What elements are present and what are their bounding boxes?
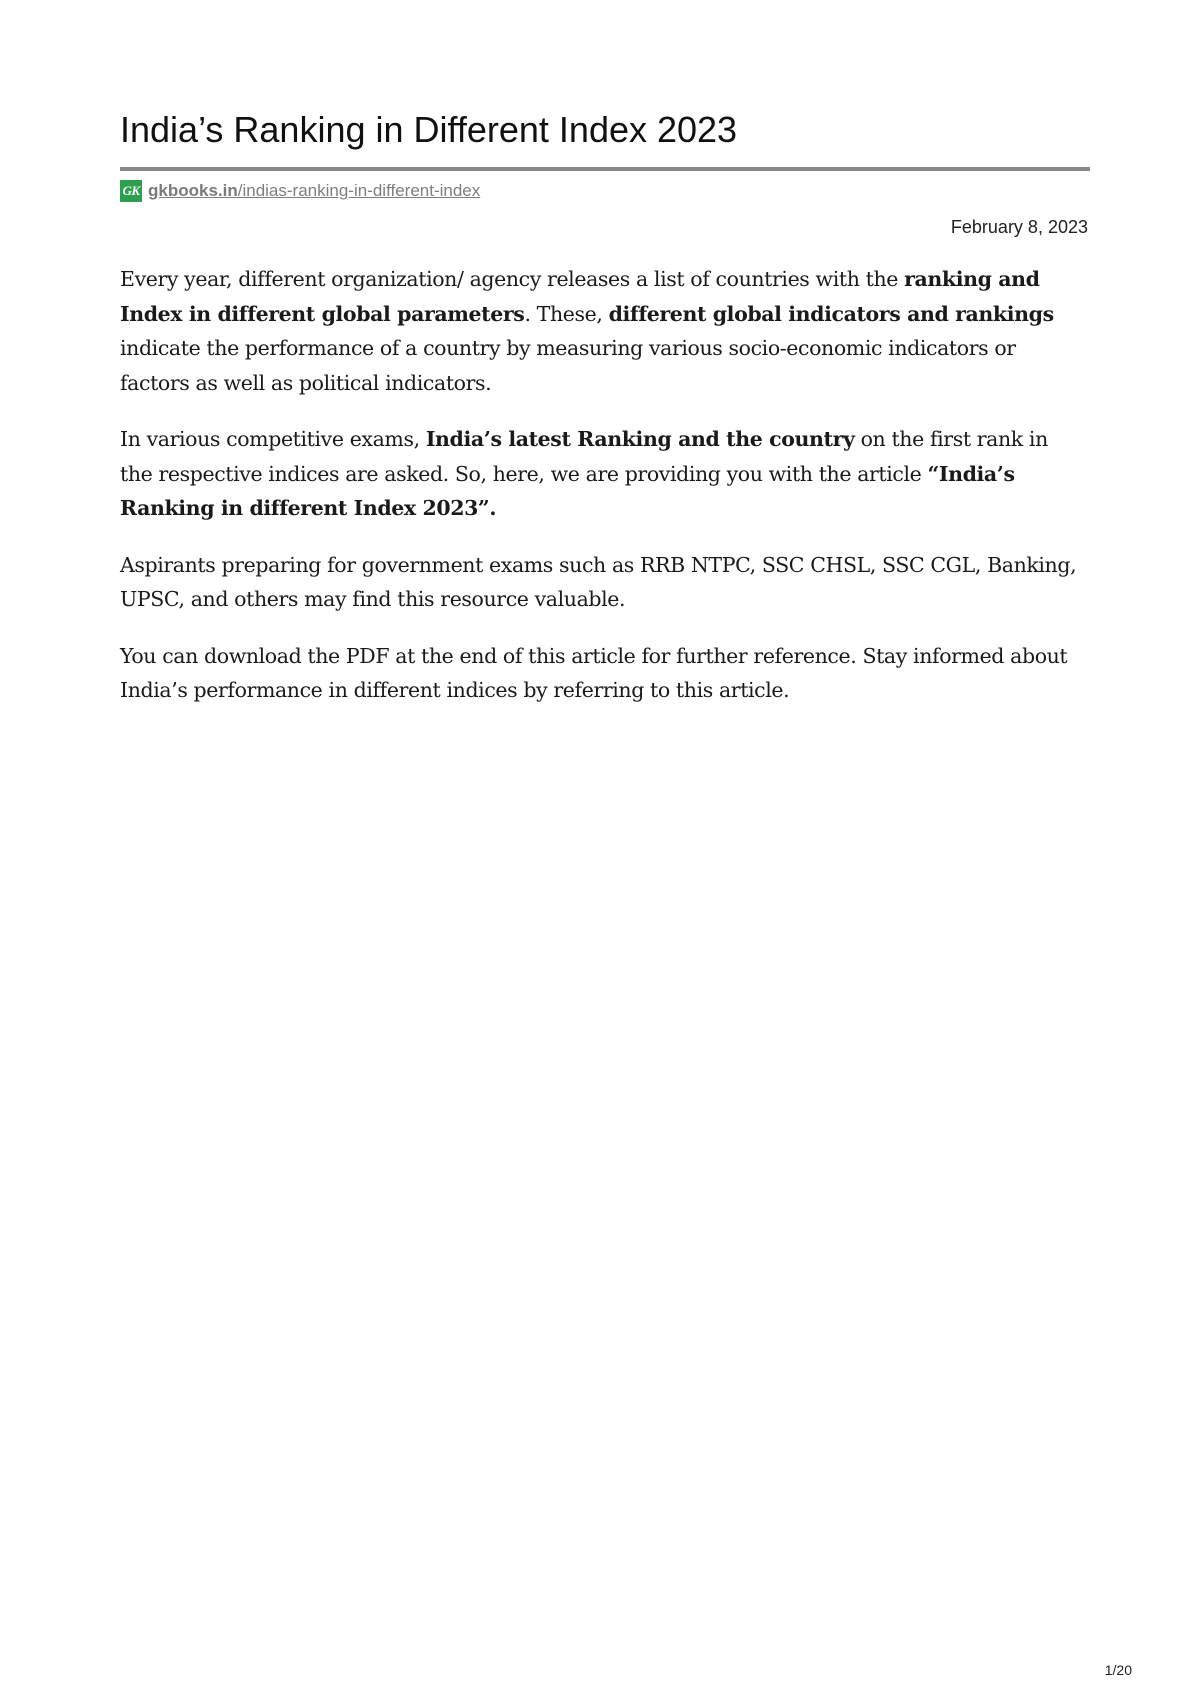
paragraph-intro (120, 262, 1080, 400)
paragraph-exams (120, 422, 1080, 526)
text: indicate the performance of a country by measuring various socio-economic indicators or factors as well as political indicators. (120, 336, 1016, 395)
bold-text: different global indicators and rankings (608, 301, 1054, 326)
bold-text: “India’s Ranking in different Index 2023”. (120, 461, 1015, 520)
text: on the first rank in the respective indices are asked. So, here, we are providing you with the article (120, 427, 1048, 486)
text: In various competitive exams, (120, 427, 426, 451)
source-domain: gkbooks.in (148, 181, 238, 200)
text: Every year, different organization/ agency releases a list of countries with the (120, 267, 905, 291)
bold-text: India’s latest Ranking and the country (425, 427, 855, 451)
bold-text: ranking and Index in different global parameters (120, 267, 1040, 326)
source-line (120, 179, 480, 203)
source-link[interactable] (148, 181, 480, 201)
text: . These, (524, 301, 609, 326)
article-body (120, 262, 1080, 730)
paragraph-download: You can download the PDF at the end of this article for further reference. Stay informed about India’s performance in different indices by referring to this article. (120, 643, 1068, 702)
gk-logo-icon: GK (120, 180, 142, 202)
publish-date: February 8, 2023 (950, 217, 1088, 237)
title-divider (120, 167, 1090, 171)
page-title: India’s Ranking in Different Index 2023 (120, 109, 738, 150)
source-path: /indias-ranking-in-different-index (237, 181, 481, 200)
page-number: 1/20 (1104, 1662, 1132, 1678)
paragraph-aspirants: Aspirants preparing for government exams such as RRB NTPC, SSC CHSL, SSC CGL, Banking, UPSC, and others may find this resource valuable. (120, 552, 1077, 611)
